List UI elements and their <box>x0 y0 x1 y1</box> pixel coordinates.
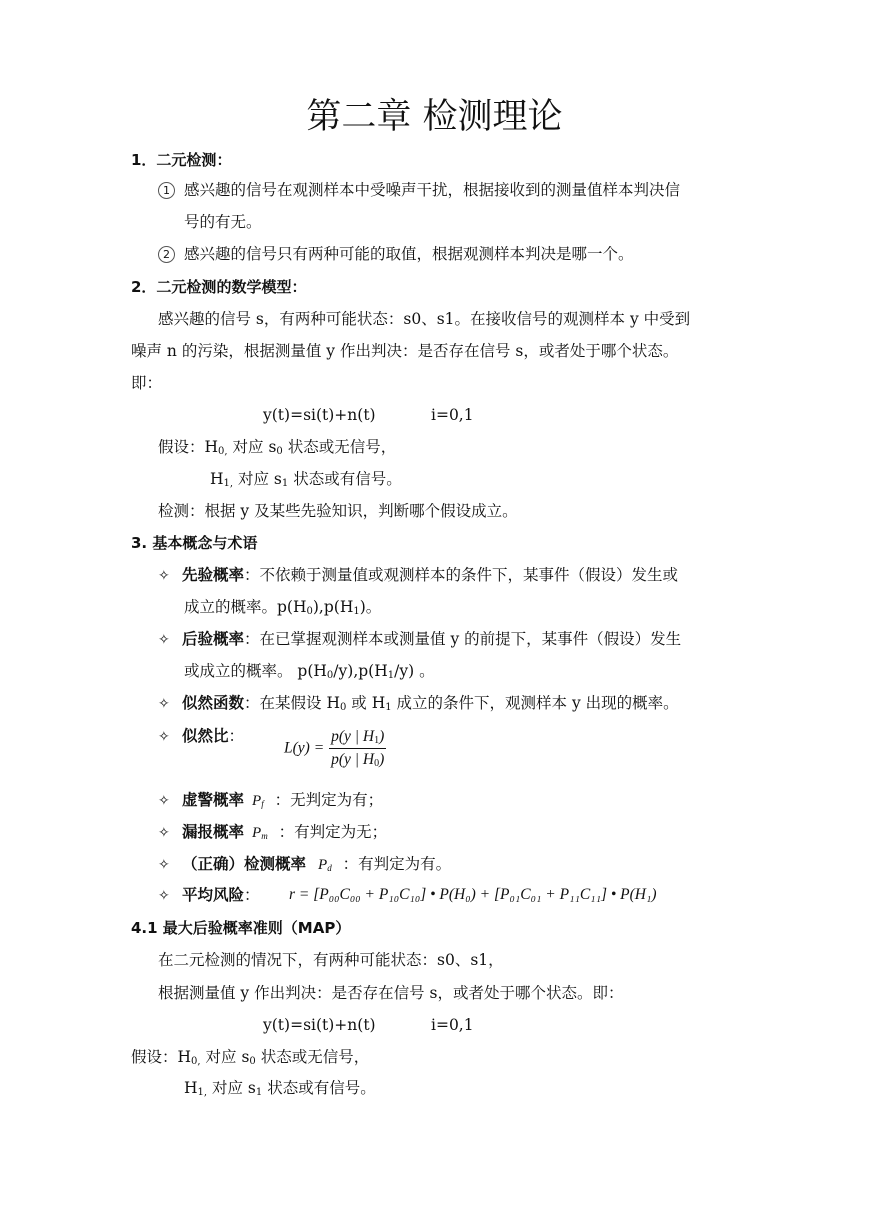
term-miss-probability: ✧ 漏报概率 $P_m$ ：有判定为无； <box>158 823 388 841</box>
paragraph-line: 根据测量值 y 作出判决：是否存在信号 s，或者处于哪个状态。即： <box>158 984 624 1002</box>
chapter-title: 第二章 检测理论 <box>306 97 563 137</box>
diamond-bullet-icon: ✧ <box>158 729 170 745</box>
equation-index: i=0,1 <box>431 406 474 424</box>
diamond-bullet-icon: ✧ <box>158 793 170 809</box>
detection-definition: 检测：根据 y 及某些先验知识，判断哪个假设成立。 <box>158 502 518 520</box>
model-equation: y(t)=si(t)+n(t) <box>263 1016 376 1034</box>
list-item-2: 2 感兴趣的信号只有两种可能的取值，根据观测样本判决是哪一个。 <box>158 244 634 264</box>
hypothesis-h0: 假设：$H_{0,}$ 对应 $s_0$ 状态或无信号， <box>158 438 397 457</box>
hypothesis-h1: $H_{1,}$ 对应 $s_1$ 状态或有信号。 <box>184 1079 376 1098</box>
section-3-heading: 3. 基本概念与术语 <box>131 534 258 552</box>
list-item-1-cont: 号的有无。 <box>184 213 262 231</box>
circled-number-2: 2 <box>158 246 175 263</box>
term-likelihood-function: ✧ 似然函数：在某假设 $H_0$ 或 $H_1$ 成立的条件下，观测样本 y 出现的概率。 <box>158 694 679 713</box>
likelihood-ratio-formula: L(y) = $\frac{p(y | H_1)}{p(y | H_0)}$ <box>284 728 385 769</box>
diamond-bullet-icon: ✧ <box>158 568 170 584</box>
term-likelihood-ratio: ✧ 似然比： <box>158 727 245 745</box>
paragraph-line: 在二元检测的情况下，有两种可能状态：s0、s1， <box>158 951 504 969</box>
term-prior-probability: ✧ 先验概率：不依赖于测量值或观测样本的条件下，某事件（假设）发生或 <box>158 566 679 584</box>
average-risk-formula: r = [P₀₀C₀₀ + P₁₀C₁₀] • P(H₀) + [P₀₁C₀₁ + P₁₁C₁₁] • P(H₁) <box>289 886 657 903</box>
term-detection-probability: ✧ （正确）检测概率 $P_d$ ：有判定为有。 <box>158 855 452 873</box>
diamond-bullet-icon: ✧ <box>158 632 170 648</box>
equation-index: i=0,1 <box>431 1016 474 1034</box>
paragraph-line: 噪声 n 的污染，根据测量值 y 作出判决：是否存在信号 s，或者处于哪个状态。 <box>131 342 679 360</box>
term-posterior-probability: ✧ 后验概率：在已掌握观测样本或测量值 y 的前提下，某事件（假设）发生 <box>158 630 682 648</box>
section-1-heading: 1．二元检测： <box>131 151 232 169</box>
hypothesis-h1: $H_{1,}$ 对应 $s_1$ 状态或有信号。 <box>210 470 402 489</box>
section-2-heading: 2．二元检测的数学模型： <box>131 278 307 296</box>
circled-number-1: 1 <box>158 182 175 199</box>
paragraph-line: 即： <box>131 374 163 392</box>
term-prior-probability-cont: 成立的概率。$p(H_0),p(H_1)$。 <box>184 598 382 617</box>
diamond-bullet-icon: ✧ <box>158 888 170 904</box>
model-equation: y(t)=si(t)+n(t) <box>263 406 376 424</box>
hypothesis-h0: 假设：$H_{0,}$ 对应 $s_0$ 状态或无信号， <box>131 1048 370 1067</box>
likelihood-ratio-fraction: $\frac{p(y | H_1)}{p(y | H_0)}$ <box>331 728 385 769</box>
paragraph-line: 感兴趣的信号 s，有两种可能状态：s0、s1。在接收信号的观测样本 y 中受到 <box>158 310 691 328</box>
diamond-bullet-icon: ✧ <box>158 696 170 712</box>
diamond-bullet-icon: ✧ <box>158 857 170 873</box>
term-posterior-probability-cont: 或成立的概率。 $p(H_0/y),p(H_1/y)$ 。 <box>184 662 435 681</box>
term-average-risk: ✧ 平均风险： <box>158 886 260 904</box>
list-item-1: 1 感兴趣的信号在观测样本中受噪声干扰，根据接收到的测量值样本判决信 <box>158 180 680 200</box>
term-false-alarm-probability: ✧ 虚警概率 $P_f$ ：无判定为有； <box>158 791 384 809</box>
section-4-1-heading: 4.1 最大后验概率准则（MAP） <box>131 919 351 937</box>
diamond-bullet-icon: ✧ <box>158 825 170 841</box>
